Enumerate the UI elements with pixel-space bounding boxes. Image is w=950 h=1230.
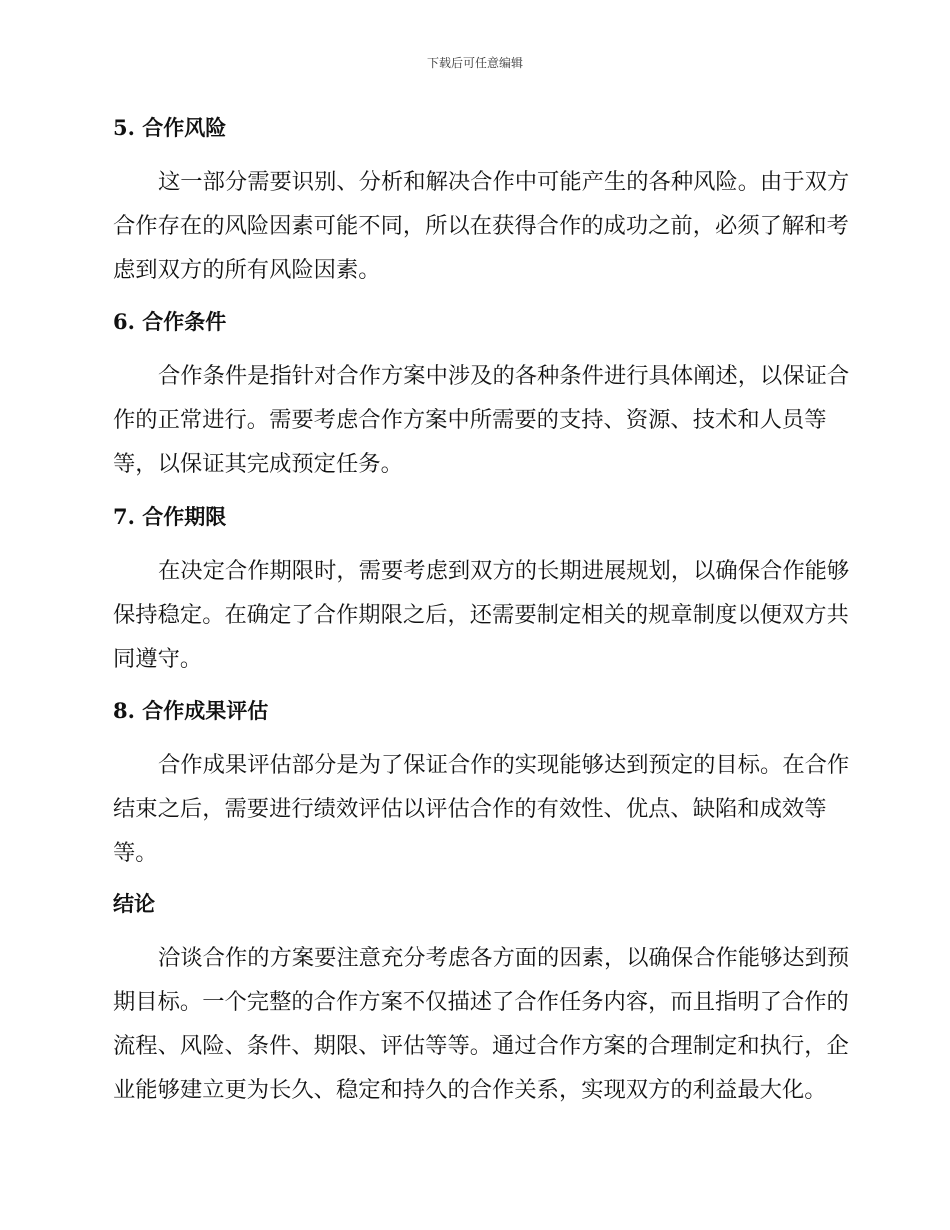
paragraph-line: 结束之后，需要进行绩效评估以评估合作的有效性、优点、缺陷和成效等 xyxy=(113,796,827,822)
section-paragraph xyxy=(113,354,850,486)
section-paragraph xyxy=(113,936,850,1112)
paragraph-line: 业能够建立更为长久、稳定和持久的合作关系，实现双方的利益最大化。 xyxy=(113,1077,827,1103)
paragraph-line: 合作条件是指针对合作方案中涉及的各种条件进行具体阐述，以保证合 xyxy=(158,363,850,389)
paragraph-line: 合作成果评估部分是为了保证合作的实现能够达到预定的目标。在合作 xyxy=(158,752,850,778)
section-term xyxy=(113,497,850,681)
section-heading: 7. 合作期限 xyxy=(113,504,227,529)
paragraph-line: 在决定合作期限时，需要考虑到双方的长期进展规划，以确保合作能够 xyxy=(158,558,850,584)
paragraph-line: 合作存在的风险因素可能不同，所以在获得合作的成功之前，必须了解和考 xyxy=(113,213,849,239)
section-heading: 6. 合作条件 xyxy=(113,309,227,334)
section-conditions xyxy=(113,302,850,486)
paragraph-line: 流程、风险、条件、期限、评估等等。通过合作方案的合理制定和执行，企 xyxy=(113,1033,849,1059)
paragraph-line: 虑到双方的所有风险因素。 xyxy=(113,257,381,283)
section-heading: 5. 合作风险 xyxy=(113,115,227,140)
section-conclusion xyxy=(113,884,850,1112)
page-header: 下载后可任意编辑 xyxy=(426,56,523,70)
paragraph-line: 同遵守。 xyxy=(113,646,203,672)
paragraph-line: 期目标。一个完整的合作方案不仅描述了合作任务内容，而且指明了合作的 xyxy=(113,989,849,1015)
paragraph-line: 洽谈合作的方案要注意充分考虑各方面的因素，以确保合作能够达到预 xyxy=(158,945,850,971)
section-heading: 8. 合作成果评估 xyxy=(113,698,269,723)
section-paragraph xyxy=(113,160,850,292)
paragraph-line: 等。 xyxy=(113,840,158,866)
section-risk xyxy=(113,108,850,292)
section-evaluation xyxy=(113,691,850,875)
paragraph-line: 等，以保证其完成预定任务。 xyxy=(113,451,403,477)
paragraph-line: 作的正常进行。需要考虑合作方案中所需要的支持、资源、技术和人员等 xyxy=(113,407,827,433)
paragraph-line: 这一部分需要识别、分析和解决合作中可能产生的各种风险。由于双方 xyxy=(158,169,850,195)
section-paragraph xyxy=(113,743,850,875)
section-heading: 结论 xyxy=(113,891,155,916)
paragraph-line: 保持稳定。在确定了合作期限之后，还需要制定相关的规章制度以便双方共 xyxy=(113,602,849,628)
section-paragraph xyxy=(113,549,850,681)
